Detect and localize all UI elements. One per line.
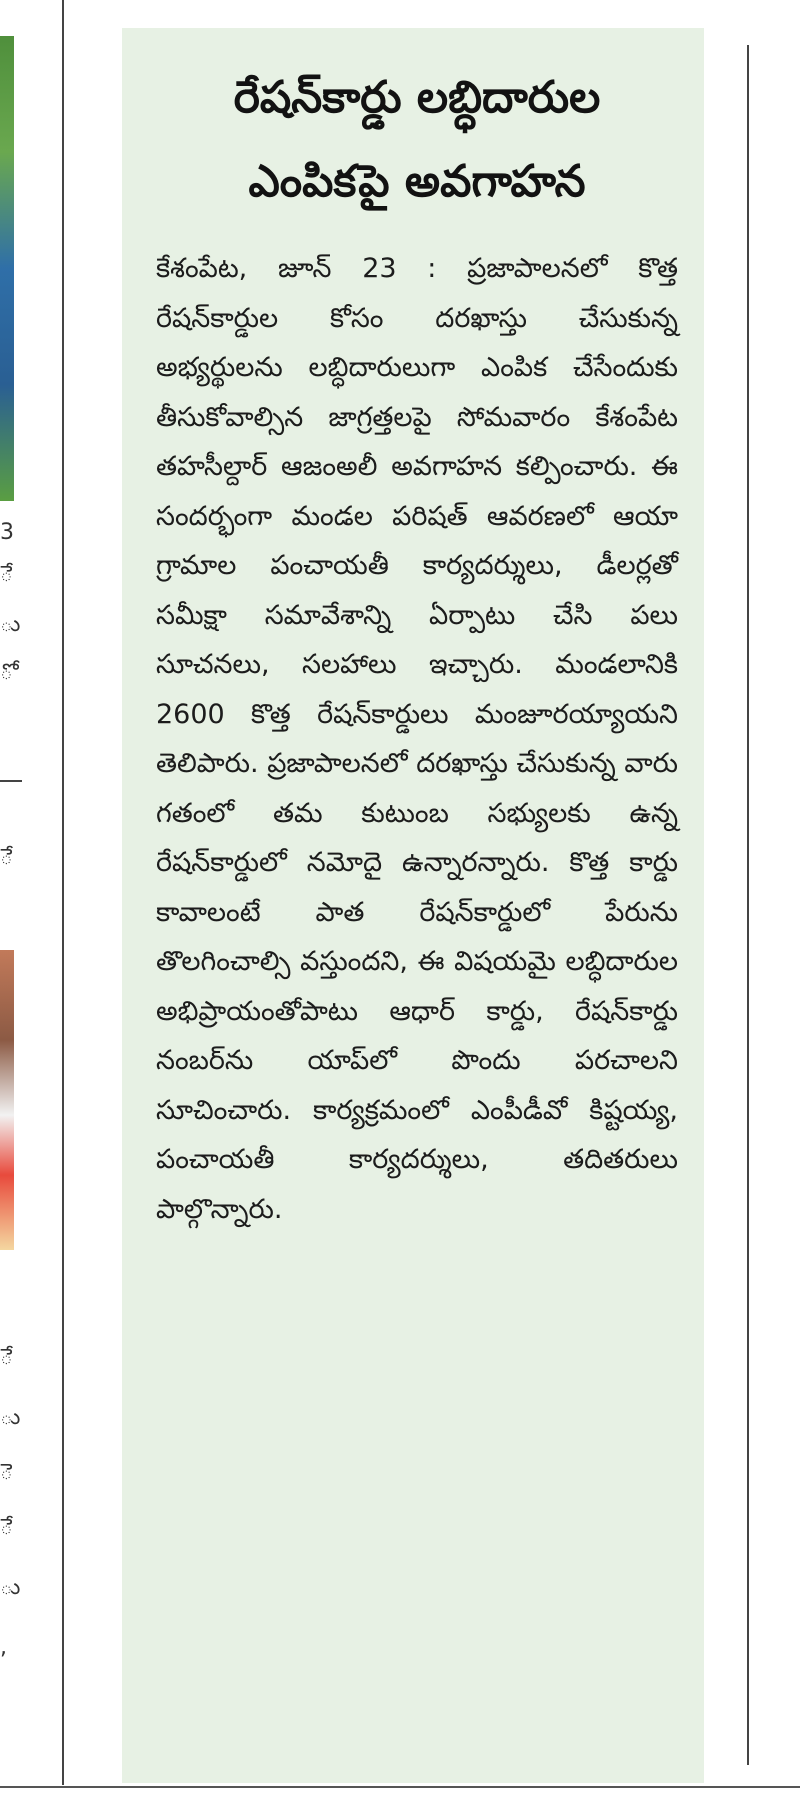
adjacent-text-fragment: ,: [0, 1635, 7, 1660]
adjacent-column-strip: [0, 0, 22, 1812]
article-body: [156, 244, 678, 1234]
adjacent-photo-middle: [0, 950, 14, 1250]
adjacent-text-fragment: ే: [0, 845, 13, 870]
article-dateline: కేశంపేట, జూన్ 23 :: [156, 253, 437, 284]
adjacent-text-fragment: ు: [0, 1405, 21, 1430]
adjacent-photo-top: [0, 36, 14, 501]
column-divider-left: [62, 0, 64, 1785]
adjacent-text-fragment: ే: [0, 1515, 13, 1540]
article-headline: రేషన్‌కార్డు లబ్ధిదారుల ఎంపికపై అవగాహన: [233, 72, 601, 207]
adjacent-text-fragment: 3: [0, 520, 14, 545]
adjacent-text-fragment: ే: [0, 562, 13, 587]
adjacent-text-fragment: ె: [0, 1460, 13, 1485]
adjacent-text-fragment: ు: [0, 1575, 21, 1600]
article-body-text: ప్రజాపాలనలో కొత్త రేషన్‌కార్డుల కోసం దరఖాస్తు చేసుకున్న అభ్యర్థులను లబ్ధిదారులుగా ఎంపిక చేసేందుకు తీసుకోవాల్సిన జాగ్రత్తలపై సోమవారం కేశంపేట తహసీల్దార్ ఆజంఅలీ అవగాహన కల్పించారు. ఈ సందర్భంగా మండల పరిషత్ ఆవరణలో ఆయా గ్రామాల పంచాయతీ కార్యదర్శులు, డీలర్లతో సమీక్షా సమావేశాన్ని ఏర్పాటు చేసి పలు సూచనలు, సలహాలు ఇచ్చారు. మండలానికి 2600 కొత్త రేషన్‌కార్డులు మంజూరయ్యాయని తెలిపారు. ప్రజాపాలనలో దరఖాస్తు చేసుకున్న వారు గతంలో తమ కుటుంబ సభ్యులకు ఉన్న రేషన్‌కార్డులో నమోదై ఉన్నారన్నారు. కొత్త కార్డు కావాలంటే పాత రేషన్‌కార్డులో పేరును తొలగించాల్సి వస్తుందని, ఈ విషయమై లబ్ధిదారుల అభిప్రాయంతోపాటు ఆధార్ కార్డు, రేషన్‌కార్డు నంబర్‌ను యాప్‌లో పొందు పరచాలని సూచించారు. కార్యక్రమంలో ఎంపీడీవో కిష్టయ్య, పంచాయతీ కార్యదర్శులు, తదితరులు పాల్గొన్నారు.: [156, 253, 678, 1225]
news-article: [122, 28, 704, 1783]
page-bottom-rule: [0, 1786, 800, 1788]
adjacent-text-fragment: ే: [0, 1345, 13, 1370]
column-divider-right: [747, 45, 749, 1765]
adjacent-text-fragment: ో: [0, 660, 13, 685]
adjacent-divider: [0, 780, 22, 782]
adjacent-text-fragment: ు: [0, 612, 21, 637]
